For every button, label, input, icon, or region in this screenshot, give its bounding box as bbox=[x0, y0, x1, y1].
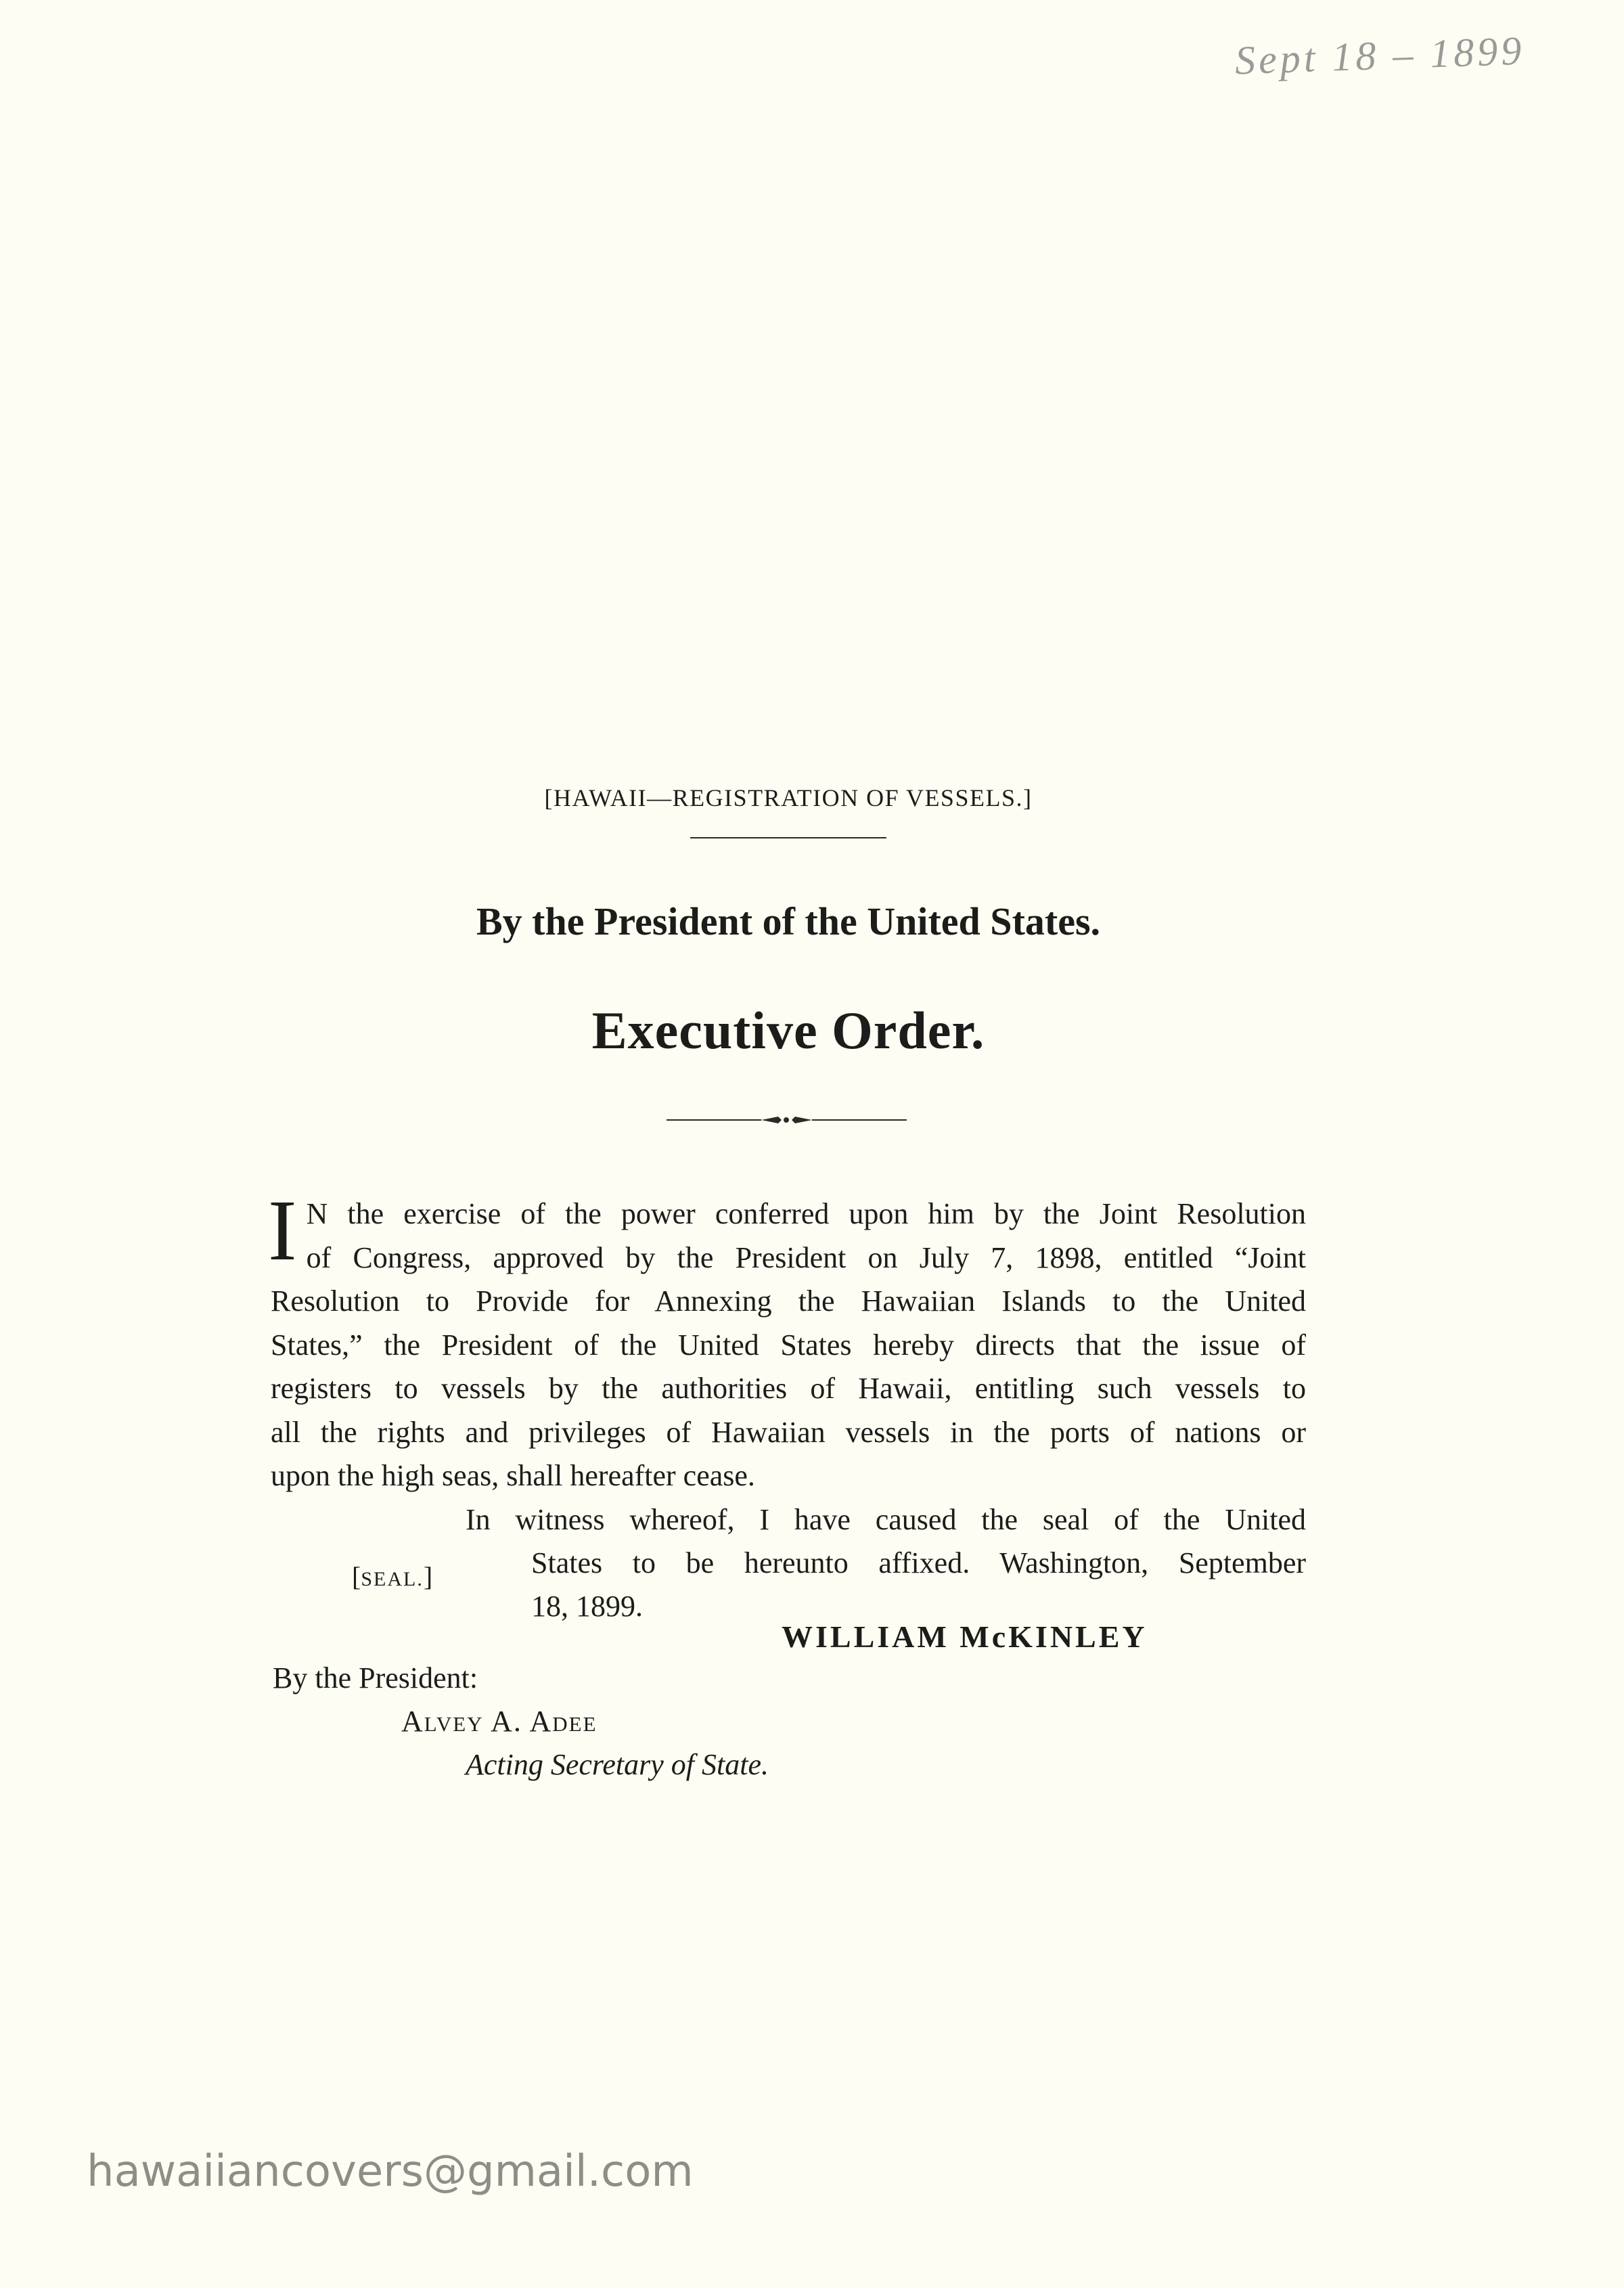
body-line: of Congress, approved by the President on July 7, 1898, entitled “Joint bbox=[306, 1240, 1306, 1274]
body-line: N the exercise of the power conferred upon him by the Joint Resolution bbox=[306, 1197, 1306, 1230]
witness-line-3: 18, 1899. bbox=[531, 1590, 643, 1623]
body-line: States,” the President of the United States hereby directs that the issue of bbox=[271, 1328, 1306, 1362]
contact-email-watermark: hawaiiancovers@gmail.com bbox=[87, 2147, 694, 2197]
body-line: registers to vessels by the authorities of Hawaii, entitling such vessels to bbox=[271, 1372, 1306, 1405]
president-signature: WILLIAM McKINLEY bbox=[782, 1619, 1148, 1654]
body-line: upon the high seas, shall hereafter cease. bbox=[271, 1459, 755, 1492]
body-line: all the rights and privileges of Hawaiian vessels in the ports of nations or bbox=[271, 1415, 1306, 1449]
witness-line-1: In witness whereof, I have caused the seal of the United bbox=[466, 1503, 1306, 1536]
order-body-text bbox=[268, 1182, 1306, 1498]
header-divider bbox=[690, 837, 886, 838]
ornament-divider-icon bbox=[667, 1110, 907, 1130]
executive-order-title: Executive Order. bbox=[591, 1001, 985, 1060]
by-president-heading: By the President of the United States. bbox=[476, 899, 1101, 943]
attestation-name: Alvey A. Adee bbox=[401, 1705, 597, 1738]
attestation-by: By the President: bbox=[273, 1661, 478, 1695]
seal-label: SEAL. bbox=[361, 1568, 424, 1590]
attestation-title: Acting Secretary of State. bbox=[466, 1748, 769, 1781]
witness-line-2: States to be hereunto affixed. Washington, September bbox=[531, 1546, 1306, 1579]
body-line: Resolution to Provide for Annexing the Hawaiian Islands to the United bbox=[271, 1284, 1306, 1318]
seal-mark: [SEAL.] bbox=[352, 1561, 433, 1592]
handwritten-date-note: Sept 18 – 1899 bbox=[1234, 28, 1526, 83]
drop-cap: I bbox=[268, 1182, 297, 1278]
header-bracket-title: [HAWAII—REGISTRATION OF VESSELS.] bbox=[544, 784, 1033, 811]
